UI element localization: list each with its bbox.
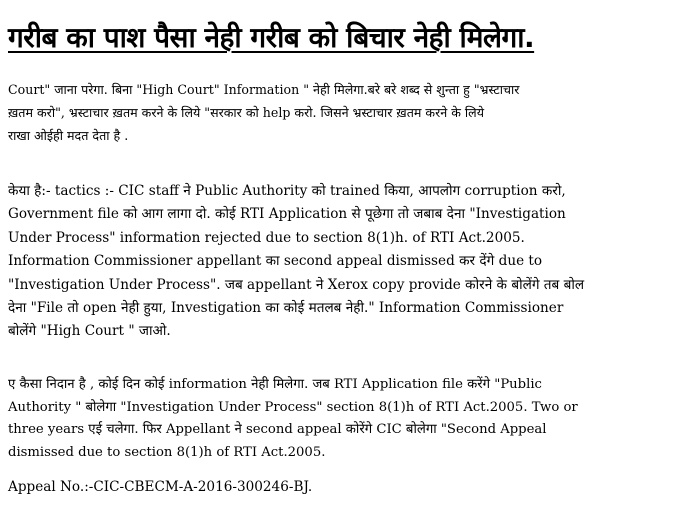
paragraph-tactics: [8, 180, 668, 344]
paragraph-court-corruption: [8, 78, 668, 147]
text-line: बोलेंगे "High Court " जाओ.: [8, 323, 171, 340]
text-line: केया है:- tactics :- CIC staff ने Public Authority को trained किया, आपलोग corruption करो,: [8, 183, 566, 199]
paragraph-remedy: [8, 374, 668, 464]
appeal-number: Appeal No.:-CIC-CBECM-A-2016-300246-BJ.: [8, 479, 313, 495]
text-line: Information Commissioner appellant का second appeal dismissed कर देंगे due to: [8, 253, 543, 270]
text-line: Under Process" information rejected due to section 8(1)h. of RTI Act.2005.: [8, 229, 525, 246]
text-line: देना "File तो open नेही हुया, Investigation का कोई मतलब नेही." Information Commissioner: [8, 300, 564, 317]
text-line: Authority " बोलेगा "Investigation Under Process" section 8(1)h of RTI Act.2005. Two or: [8, 399, 578, 415]
text-line: ए कैसा निदान है , कोई दिन कोई information नेही मिलेगा. जब RTI Application file करेंगे "Public: [8, 377, 542, 392]
text-line: "Investigation Under Process". जब appellant ने Xerox copy provide कोरने के बोलेंगे तब बोल: [8, 276, 585, 293]
text-line: dismissed due to section 8(1)h of RTI Act.2005.: [8, 444, 326, 460]
text-line: Government file को आग लागा दो. कोई RTI Application से पूछेगा तो जबाब देना "Investigation: [8, 206, 566, 223]
page-title: गरीब का पाश पैसा नेही गरीब को बिचार नेही मिलेगा.: [8, 21, 535, 54]
text-line: ख़तम करो", भ्रस्टाचार ख़तम करने के लिये "सरकार को help करो. जिसने भ्रस्टाचार ख़तम करने के लिये: [8, 105, 485, 120]
text-line: three years एई चलेगा. फिर Appellant ने second appeal कोरेंगे CIC बोलेगा "Second Appeal: [8, 422, 547, 437]
text-line: राखा ओईही मदत देता है .: [8, 128, 129, 143]
text-line: Court" जाना परेगा. बिना "High Court" Information " नेही मिलेगा.बरे बरे शब्द से शुन्ता हु "भ्रस्टाचार: [8, 82, 520, 97]
